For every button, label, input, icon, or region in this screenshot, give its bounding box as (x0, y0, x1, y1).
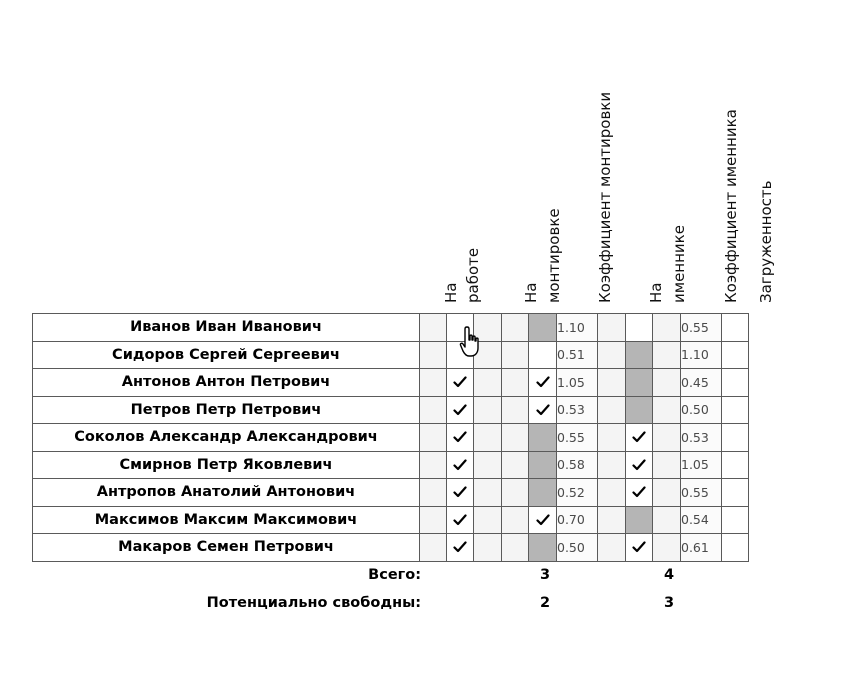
spacer-cell (653, 396, 681, 424)
na-imennike-cell[interactable] (626, 314, 653, 342)
na-rabote-cell[interactable] (447, 506, 474, 534)
spacer-cell (420, 506, 447, 534)
spacer-cell (420, 314, 447, 342)
na-rabote-cell[interactable] (447, 369, 474, 397)
na-imennike-cell[interactable] (626, 341, 653, 369)
koef-montirovki-value: 0.52 (557, 479, 598, 507)
spacer-cell (653, 369, 681, 397)
table-row (33, 424, 749, 452)
koef-montirovki-value: 1.10 (557, 314, 598, 342)
spacer-cell (502, 341, 529, 369)
check-icon (632, 431, 646, 443)
check-icon (453, 376, 467, 388)
zagruzhennost-cell (722, 396, 749, 424)
spacer-cell (474, 506, 502, 534)
spacer-cell (502, 451, 529, 479)
spacer-cell (502, 424, 529, 452)
spacer-cell (653, 506, 681, 534)
employee-name: Иванов Иван Иванович (33, 314, 420, 342)
check-icon (632, 541, 646, 553)
check-icon (453, 404, 467, 416)
koef-montirovki-value: 0.50 (557, 534, 598, 562)
na-montirovke-cell[interactable] (529, 479, 557, 507)
spacer-cell (598, 341, 626, 369)
na-imennike-cell[interactable] (626, 396, 653, 424)
na-montirovke-cell[interactable] (529, 506, 557, 534)
header-na-rabote-line1: На (442, 282, 460, 303)
table-row (33, 396, 749, 424)
employee-name: Антропов Анатолий Антонович (33, 479, 420, 507)
free-montirovka-count: 2 (540, 595, 551, 611)
zagruzhennost-cell (722, 451, 749, 479)
spacer-cell (502, 396, 529, 424)
employee-name: Смирнов Петр Яковлевич (33, 451, 420, 479)
employee-name: Сидоров Сергей Сергеевич (33, 341, 420, 369)
hand-pointer-icon (459, 325, 485, 359)
staff-table (32, 313, 749, 562)
total-imennik-count: 4 (664, 567, 675, 583)
table-row (33, 451, 749, 479)
employee-name: Макаров Семен Петрович (33, 534, 420, 562)
table-row (33, 479, 749, 507)
table-row (33, 314, 749, 342)
koef-imennika-value: 1.10 (681, 341, 722, 369)
koef-imennika-value: 0.50 (681, 396, 722, 424)
na-montirovke-cell[interactable] (529, 451, 557, 479)
na-imennike-cell[interactable] (626, 534, 653, 562)
na-rabote-cell[interactable] (447, 424, 474, 452)
na-rabote-cell[interactable] (447, 534, 474, 562)
check-icon (453, 431, 467, 443)
na-montirovke-cell[interactable] (529, 424, 557, 452)
spacer-cell (598, 314, 626, 342)
na-imennike-cell[interactable] (626, 506, 653, 534)
spacer-cell (598, 506, 626, 534)
check-icon (632, 459, 646, 471)
koef-montirovki-value: 0.70 (557, 506, 598, 534)
spacer-cell (598, 451, 626, 479)
spacer-cell (420, 369, 447, 397)
check-icon (453, 459, 467, 471)
spacer-cell (653, 424, 681, 452)
koef-imennika-value: 0.55 (681, 479, 722, 507)
spacer-cell (502, 314, 529, 342)
koef-montirovki-value: 0.53 (557, 396, 598, 424)
koef-montirovki-value: 1.05 (557, 369, 598, 397)
spacer-cell (420, 341, 447, 369)
na-imennike-cell[interactable] (626, 451, 653, 479)
header-na-imennike-line1: На (647, 282, 665, 303)
na-rabote-cell[interactable] (447, 479, 474, 507)
spacer-cell (420, 424, 447, 452)
zagruzhennost-cell (722, 314, 749, 342)
header-na-montirovke-line1: На (522, 282, 540, 303)
table-row (33, 506, 749, 534)
spacer-cell (474, 479, 502, 507)
spacer-cell (653, 314, 681, 342)
header-koef-imennika: Коэффициент именника (722, 109, 740, 303)
spacer-cell (474, 451, 502, 479)
header-na-rabote-line2: работе (464, 247, 482, 303)
zagruzhennost-cell (722, 424, 749, 452)
header-na-montirovke-line2: монтировке (545, 208, 563, 303)
header-zagruzhennost: Загруженность (757, 180, 775, 303)
check-icon (453, 514, 467, 526)
check-icon (536, 514, 550, 526)
na-montirovke-cell[interactable] (529, 314, 557, 342)
employee-name: Максимов Максим Максимович (33, 506, 420, 534)
na-imennike-cell[interactable] (626, 369, 653, 397)
spacer-cell (474, 424, 502, 452)
spacer-cell (420, 479, 447, 507)
spacer-cell (502, 534, 529, 562)
spacer-cell (502, 479, 529, 507)
spacer-cell (653, 534, 681, 562)
koef-imennika-value: 0.61 (681, 534, 722, 562)
check-icon (536, 404, 550, 416)
koef-montirovki-value: 0.58 (557, 451, 598, 479)
na-montirovke-cell[interactable] (529, 396, 557, 424)
employee-name: Соколов Александр Александрович (33, 424, 420, 452)
table-row (33, 369, 749, 397)
table-row (33, 341, 749, 369)
spacer-cell (474, 369, 502, 397)
spacer-cell (502, 506, 529, 534)
na-imennike-cell[interactable] (626, 479, 653, 507)
koef-imennika-value: 0.54 (681, 506, 722, 534)
spacer-cell (598, 424, 626, 452)
spacer-cell (653, 479, 681, 507)
spacer-cell (474, 396, 502, 424)
koef-montirovki-value: 0.51 (557, 341, 598, 369)
na-montirovke-cell[interactable] (529, 341, 557, 369)
koef-imennika-value: 0.45 (681, 369, 722, 397)
na-rabote-cell[interactable] (447, 451, 474, 479)
spacer-cell (502, 369, 529, 397)
free-imennik-count: 3 (664, 595, 675, 611)
na-montirovke-cell[interactable] (529, 369, 557, 397)
spacer-cell (653, 341, 681, 369)
na-rabote-cell[interactable] (447, 396, 474, 424)
spacer-cell (598, 534, 626, 562)
koef-imennika-value: 0.53 (681, 424, 722, 452)
employee-name: Антонов Антон Петрович (33, 369, 420, 397)
zagruzhennost-cell (722, 506, 749, 534)
total-label: Всего: (368, 567, 421, 583)
spacer-cell (598, 396, 626, 424)
spacer-cell (420, 396, 447, 424)
zagruzhennost-cell (722, 369, 749, 397)
spacer-cell (474, 534, 502, 562)
check-icon (453, 541, 467, 553)
koef-montirovki-value: 0.55 (557, 424, 598, 452)
zagruzhennost-cell (722, 534, 749, 562)
koef-imennika-value: 1.05 (681, 451, 722, 479)
zagruzhennost-cell (722, 341, 749, 369)
header-na-imennike-line2: именнике (670, 225, 688, 303)
zagruzhennost-cell (722, 479, 749, 507)
na-montirovke-cell[interactable] (529, 534, 557, 562)
spacer-cell (598, 369, 626, 397)
spacer-cell (420, 451, 447, 479)
na-imennike-cell[interactable] (626, 424, 653, 452)
koef-imennika-value: 0.55 (681, 314, 722, 342)
spacer-cell (653, 451, 681, 479)
spacer-cell (598, 479, 626, 507)
employee-name: Петров Петр Петрович (33, 396, 420, 424)
header-koef-montirovki: Коэффициент монтировки (596, 91, 614, 303)
free-label: Потенциально свободны: (206, 595, 421, 611)
total-montirovka-count: 3 (540, 567, 551, 583)
check-icon (632, 486, 646, 498)
check-icon (453, 486, 467, 498)
spacer-cell (420, 534, 447, 562)
table-row (33, 534, 749, 562)
check-icon (536, 376, 550, 388)
